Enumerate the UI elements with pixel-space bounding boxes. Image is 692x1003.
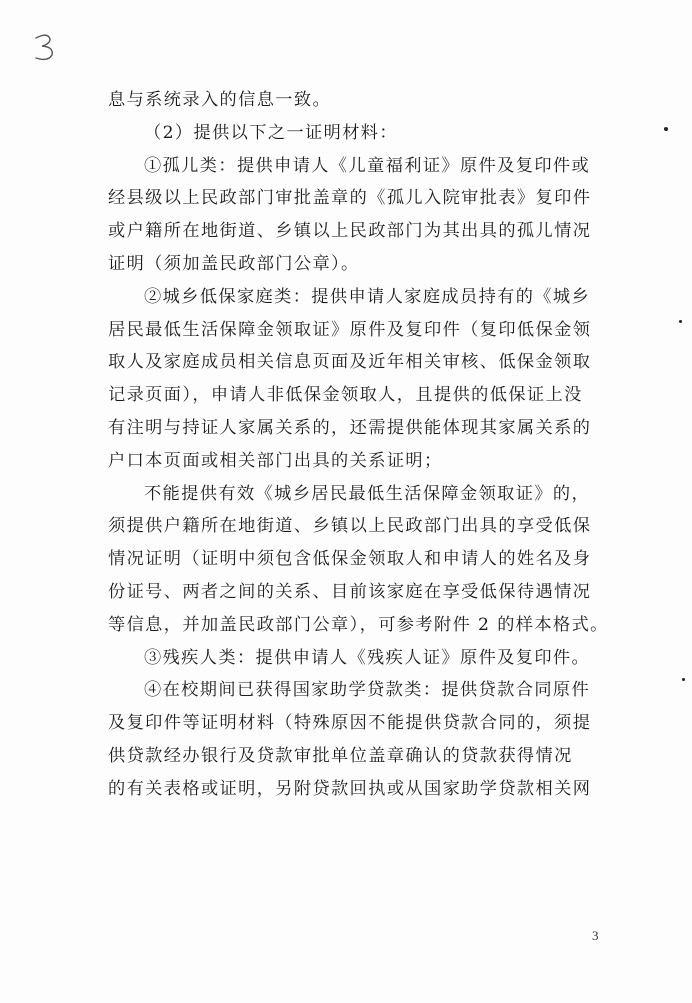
text-line: 须提供户籍所在地街道、乡镇以上民政部门出具的享受低保 <box>108 516 592 537</box>
handwritten-page-mark <box>28 30 62 64</box>
text-line: ③残疾人类：提供申请人《残疾人证》原件及复印件。 <box>144 647 591 668</box>
text-line: ②城乡低保家庭类：提供申请人家庭成员持有的《城乡 <box>144 286 591 307</box>
page-number: 3 <box>592 928 599 943</box>
text-line: 及复印件等证明材料（特殊原因不能提供贷款合同的，须提 <box>108 713 592 734</box>
body-text <box>108 84 628 806</box>
text-line: 经县级以上民政部门审批盖章的《孤儿入院审批表》复印件 <box>108 188 592 209</box>
scan-speck <box>664 127 668 131</box>
text-line: 份证号、两者之间的关系、目前该家庭在享受低保待遇情况 <box>108 581 592 602</box>
text-line: 记录页面），申请人非低保金领取人，且提供的低保证上没 <box>108 385 583 406</box>
text-line: ④在校期间已获得国家助学贷款类：提供贷款合同原件 <box>144 680 591 701</box>
text-line: 的有关表格或证明，另附贷款回执或从国家助学贷款相关网 <box>108 778 592 799</box>
text-line: 不能提供有效《城乡居民最低生活保障金领取证》的， <box>144 483 591 504</box>
text-line: 取人及家庭成员相关信息页面及近年相关审核、低保金领取 <box>108 352 592 373</box>
text-line: ①孤儿类：提供申请人《儿童福利证》原件及复印件或 <box>144 155 591 176</box>
text-line: 情况证明（证明中须包含低保金领取人和申请人的姓名及身 <box>108 549 592 570</box>
text-line: 或户籍所在地街道、乡镇以上民政部门为其出具的孤儿情况 <box>108 221 592 242</box>
text-line: 等信息，并加盖民政部门公章），可参考附件 2 的样本格式。 <box>108 614 609 635</box>
text-line: 供贷款经办银行及贷款审批单位盖章确认的贷款获得情况 <box>108 745 573 766</box>
text-line: 户口本页面或相关部门出具的关系证明； <box>108 450 443 471</box>
text-line: 息与系统录入的信息一致。 <box>108 90 332 110</box>
scan-speck <box>679 320 682 323</box>
text-line: 证明（须加盖民政部门公章）。 <box>108 253 360 274</box>
text-line: 有注明与持证人家属关系的，还需提供能体现其家属关系的 <box>108 417 592 438</box>
text-line: （2）提供以下之一证明材料： <box>144 122 398 143</box>
text-line: 居民最低生活保障金领取证》原件及复印件（复印低保金领 <box>108 319 592 340</box>
scan-speck <box>682 678 685 681</box>
